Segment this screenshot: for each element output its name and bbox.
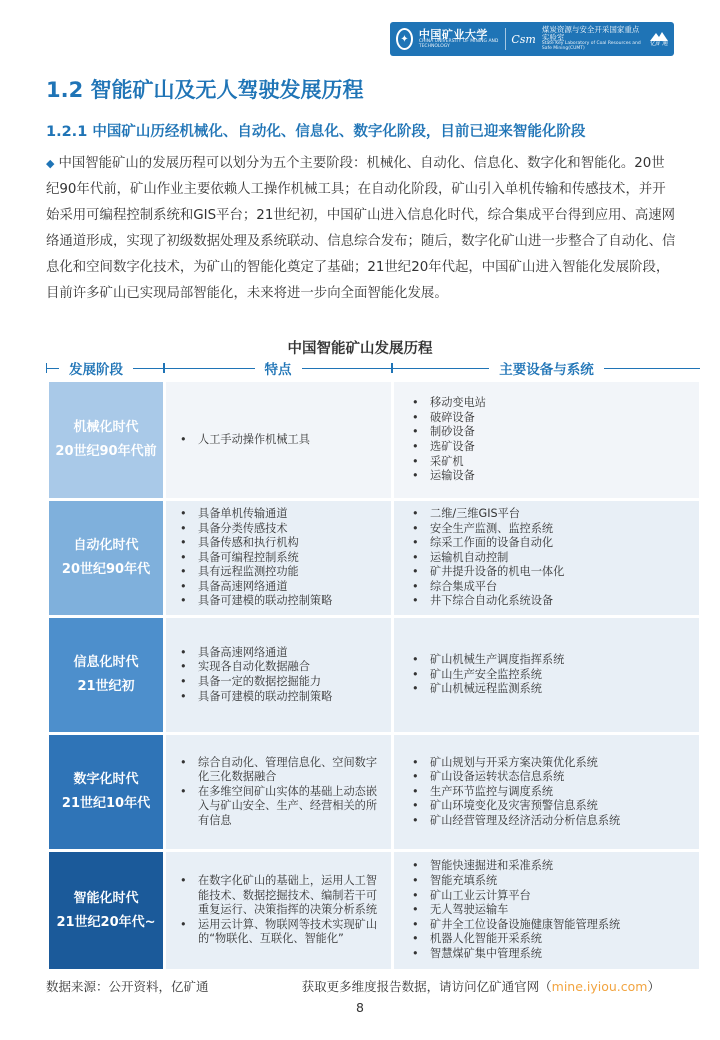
features-cell: [166, 618, 391, 732]
stage-period: 21世纪初: [77, 679, 135, 694]
header-equipment-label: 主要设备与系统: [499, 362, 594, 378]
bullet-dot: •: [412, 682, 419, 696]
list-item: [180, 918, 383, 947]
list-item-text: 在数字化矿山的基础上，运用人工智能技术、数据挖掘技术、编制若干可重复运行、决策指挥的决策分析系统: [198, 874, 378, 917]
header-stage: [46, 358, 164, 378]
list-item-text: 无人驾驶运输车: [430, 903, 509, 917]
bullet-dot: •: [180, 506, 187, 520]
bullet-dot: •: [180, 432, 187, 446]
more-data-note: [302, 977, 660, 995]
list-item-text: 矿山规划与开采方案决策优化系统: [430, 755, 598, 769]
list-item: [412, 668, 693, 683]
table-row: [49, 618, 699, 732]
list-item-text: 矿山环境变化及灾害预警信息系统: [430, 799, 598, 813]
list-item-text: 矿山机械远程监测系统: [430, 682, 542, 696]
bullet-dot: •: [180, 645, 187, 659]
section-title: 1.2 智能矿山及无人驾驶发展历程: [46, 78, 364, 102]
stage-name: 智能化时代: [73, 890, 139, 906]
list-item: [180, 594, 383, 609]
features-cell: [166, 852, 391, 969]
table-title: 中国智能矿山发展历程: [287, 341, 433, 357]
header-equipment: [392, 358, 700, 378]
bullet-dot: •: [180, 550, 187, 564]
stage-cell: [49, 852, 163, 969]
table-row: [49, 852, 699, 969]
stage-cell: [49, 501, 163, 615]
table-row: [49, 501, 699, 615]
bullet-dot: •: [180, 784, 187, 798]
bullet-dot: •: [412, 874, 419, 888]
bullet-dot: •: [180, 565, 187, 579]
list-item-text: 矿井提升设备的机电一体化: [430, 565, 565, 579]
bullet-dot: •: [412, 565, 419, 579]
equipment-cell: [394, 382, 699, 498]
bullet-dot: •: [180, 521, 187, 535]
list-item-text: 在多维空间矿山实体的基础上动态嵌入与矿山安全、生产、经营相关的所有信息: [198, 784, 378, 827]
list-item: [412, 507, 693, 522]
list-item-text: 选矿设备: [430, 440, 475, 453]
bullet-dot: •: [180, 579, 187, 593]
list-item-text: 具备传感和执行机构: [198, 536, 299, 550]
features-cell: [166, 735, 391, 849]
equipment-cell: [394, 618, 699, 732]
list-item: [412, 903, 693, 918]
equipment-cell: [394, 501, 699, 615]
list-item: [180, 660, 383, 675]
bullet-dot: •: [412, 410, 419, 424]
subsection-title: 1.2.1 中国矿山历经机械化、自动化、信息化、数字化阶段，目前已迎来智能化阶段: [46, 124, 586, 140]
list-item: [412, 756, 693, 771]
list-item-text: 移动变电站: [430, 396, 486, 410]
cumt-logo: [419, 29, 499, 50]
equipment-cell: [394, 735, 699, 849]
list-item: [180, 756, 383, 785]
list-item: [180, 551, 383, 566]
list-item-text: 矿井全工位设备设施健康智能管理系统: [430, 917, 621, 931]
equipment-cell: [394, 852, 699, 969]
list-item-text: 智慧煤矿集中管理系统: [430, 946, 542, 960]
bullet-dot: •: [412, 813, 419, 827]
list-item: [180, 874, 383, 918]
bullet-dot: •: [412, 579, 419, 593]
features-cell: [166, 501, 391, 615]
list-item: [412, 770, 693, 785]
list-item: [412, 594, 693, 609]
bullet-dot: •: [180, 917, 187, 931]
bullet-dot: •: [412, 521, 419, 535]
bullet-dot: •: [180, 689, 187, 703]
bullet-dot: •: [412, 917, 419, 931]
bullet-dot: •: [412, 755, 419, 769]
bullet-dot: •: [412, 440, 419, 453]
bullet-dot: •: [412, 932, 419, 946]
list-item: [412, 469, 693, 484]
list-item: [412, 859, 693, 874]
list-item-text: 矿山生产安全监控系统: [430, 667, 542, 681]
list-item: [412, 947, 693, 962]
stage-cell: [49, 735, 163, 849]
intro-paragraph: [46, 151, 678, 307]
stage-cell: [49, 618, 163, 732]
table-row: [49, 382, 699, 498]
list-item: [412, 536, 693, 551]
lab-name-en: State Key Laboratory of Coal Resources and Safe Mining(CUMT): [541, 41, 641, 51]
more-data-end: ）: [647, 979, 660, 994]
list-item-text: 智能充填系统: [430, 874, 498, 888]
bullet-dot: •: [180, 675, 187, 688]
list-item-text: 实现各自动化数据融合: [198, 660, 310, 674]
table-header: [46, 358, 700, 378]
list-item-text: 矿山机械生产调度指挥系统: [430, 653, 565, 667]
list-item-text: 运输机自动控制: [430, 550, 509, 564]
list-item: [412, 411, 693, 426]
list-item-text: 生产环节监控与调度系统: [430, 784, 554, 798]
list-item: [180, 675, 383, 690]
list-item: [412, 522, 693, 537]
list-item: [412, 653, 693, 668]
list-item-text: 矿山经营管理及经济活动分析信息系统: [430, 813, 621, 827]
header-features: [164, 358, 392, 378]
bullet-dot: •: [412, 469, 419, 483]
header-stage-label: 发展阶段: [69, 362, 123, 378]
website-link[interactable]: mine.iyiou.com: [551, 979, 648, 994]
list-item: [180, 580, 383, 595]
stage-name: 数字化时代: [73, 772, 139, 787]
list-item-text: 具备高速网络通道: [198, 645, 288, 659]
diamond-bullet-icon: ◆: [46, 157, 55, 170]
bullet-dot: •: [412, 425, 419, 439]
list-item-text: 机器人化智能开采系统: [430, 932, 542, 946]
stage-name: 机械化时代: [73, 420, 139, 435]
table-row: [49, 735, 699, 849]
intro-text: 中国智能矿山的发展历程可以划分为五个主要阶段：机械化、自动化、信息化、数字化和智能化。20世纪90年代前，矿山作业主要依赖人工操作机械工具；在自动化阶段，矿山引入单机传输和传感技术，并开始采用可编程控制系统和GIS平台；21世纪初，中国矿山进入信息化时代，综合集成平台得到应用、高速网络通道形成，实现了初级数据处理及系统联动、信息综合发布；随后，数字化矿山进一步整合了自动化、信息化和空间数字化技术，为矿山的智能化奠定了基础；21世纪20年代起，中国矿山进入智能化发展阶段，目前许多矿山已实现局部智能化，未来将进一步向全面智能化发展。: [46, 156, 676, 301]
list-item-text: 采矿机: [430, 454, 464, 468]
stage-name: 自动化时代: [73, 538, 139, 553]
list-item-text: 具备一定的数据挖掘能力: [198, 675, 322, 688]
list-item-text: 矿山工业云计算平台: [430, 888, 531, 902]
list-item-text: 人工手动操作机械工具: [198, 432, 310, 446]
list-item: [180, 785, 383, 829]
list-item: [412, 874, 693, 889]
bullet-dot: •: [412, 784, 419, 798]
list-item-text: 综合自动化、管理信息化、空间数字化三化数据融合: [198, 755, 378, 784]
bullet-dot: •: [412, 653, 419, 667]
page-number: 8: [356, 1000, 364, 1015]
bullet-dot: •: [412, 536, 419, 550]
list-item-text: 综合集成平台: [430, 579, 498, 593]
bullet-dot: •: [180, 660, 187, 674]
list-item-text: 综采工作面的设备自动化: [430, 536, 554, 550]
more-data-text: 获取更多维度报告数据，请访问亿矿通官网（: [301, 979, 552, 994]
list-item: [180, 433, 383, 448]
list-item-text: 具备可建模的联动控制策略: [198, 689, 333, 703]
bullet-dot: •: [412, 799, 419, 813]
list-item-text: 具备可编程控制系统: [198, 550, 299, 564]
bullet-dot: •: [412, 667, 419, 681]
bullet-dot: •: [412, 454, 419, 468]
list-item-text: 运用云计算、物联网等技术实现矿山的“物联化、互联化、智能化”: [198, 917, 378, 946]
lab-name: 煤炭资源与安全开采国家重点实验室: [541, 25, 640, 43]
list-item: [412, 440, 693, 455]
header-logo-band: [390, 22, 674, 56]
list-item: [412, 682, 693, 697]
list-item-text: 具有远程监测控功能: [198, 565, 299, 579]
bullet-dot: •: [180, 755, 187, 769]
list-item-text: 矿山设备运转状态信息系统: [430, 770, 565, 784]
list-item: [412, 551, 693, 566]
bullet-dot: •: [412, 859, 419, 873]
list-item: [180, 646, 383, 661]
stage-period: 20世纪90年代: [61, 562, 151, 577]
list-item-text: 运输设备: [430, 469, 475, 483]
list-item: [412, 799, 693, 814]
stage-cell: [49, 382, 163, 498]
list-item-text: 具备可建模的联动控制策略: [198, 594, 333, 608]
bullet-dot: •: [412, 888, 419, 902]
stage-name: 信息化时代: [73, 655, 139, 670]
bullet-dot: •: [412, 550, 419, 564]
bullet-dot: •: [180, 536, 187, 550]
logo-divider: [505, 28, 506, 50]
features-cell: [166, 382, 391, 498]
yikw-name: 亿矿通: [650, 40, 669, 47]
list-item: [180, 690, 383, 705]
list-item: [412, 580, 693, 595]
cumt-name-en: CHINA UNIVERSITY OF MINING AND TECHNOLOGY: [418, 39, 499, 49]
lab-mark-logo: Csm: [511, 32, 536, 46]
bullet-dot: •: [180, 874, 187, 888]
cumt-name: 中国矿业大学: [418, 27, 488, 41]
list-item: [412, 455, 693, 470]
list-item-text: 智能快速掘进和采准系统: [430, 859, 554, 873]
list-item-text: 安全生产监测、监控系统: [430, 521, 554, 535]
bullet-dot: •: [412, 506, 419, 520]
list-item: [412, 889, 693, 904]
list-item: [412, 565, 693, 580]
bullet-dot: •: [412, 903, 419, 917]
bullet-dot: •: [412, 946, 419, 960]
list-item: [180, 522, 383, 537]
list-item-text: 具备高速网络通道: [198, 579, 288, 593]
list-item-text: 破碎设备: [430, 410, 475, 424]
bullet-dot: •: [412, 770, 419, 784]
list-item-text: 井下综合自动化系统设备: [430, 594, 554, 608]
list-item-text: 具备单机传输通道: [198, 506, 288, 520]
header-features-label: 特点: [264, 362, 292, 378]
list-item: [412, 425, 693, 440]
list-item: [412, 814, 693, 829]
list-item-text: 制砂设备: [430, 425, 475, 439]
list-item: [180, 507, 383, 522]
bullet-dot: •: [412, 594, 419, 608]
list-item-text: 二维/三维GIS平台: [430, 506, 520, 520]
stage-period: 21世纪20年代~: [56, 914, 156, 930]
list-item: [180, 536, 383, 551]
cumt-seal-icon: ✦: [396, 28, 413, 50]
list-item: [412, 918, 693, 933]
stage-period: 20世纪90年代前: [55, 444, 157, 459]
bullet-dot: •: [412, 396, 419, 410]
list-item-text: 具备分类传感技术: [198, 521, 288, 535]
stage-period: 21世纪10年代: [61, 796, 151, 811]
bullet-dot: •: [180, 594, 187, 608]
data-source: 数据来源：公开资料，亿矿通: [46, 979, 209, 994]
list-item: [412, 932, 693, 947]
lab-logo: [542, 26, 644, 51]
list-item: [412, 396, 693, 411]
yikw-logo: [650, 31, 668, 47]
list-item: [180, 565, 383, 580]
list-item: [412, 785, 693, 800]
